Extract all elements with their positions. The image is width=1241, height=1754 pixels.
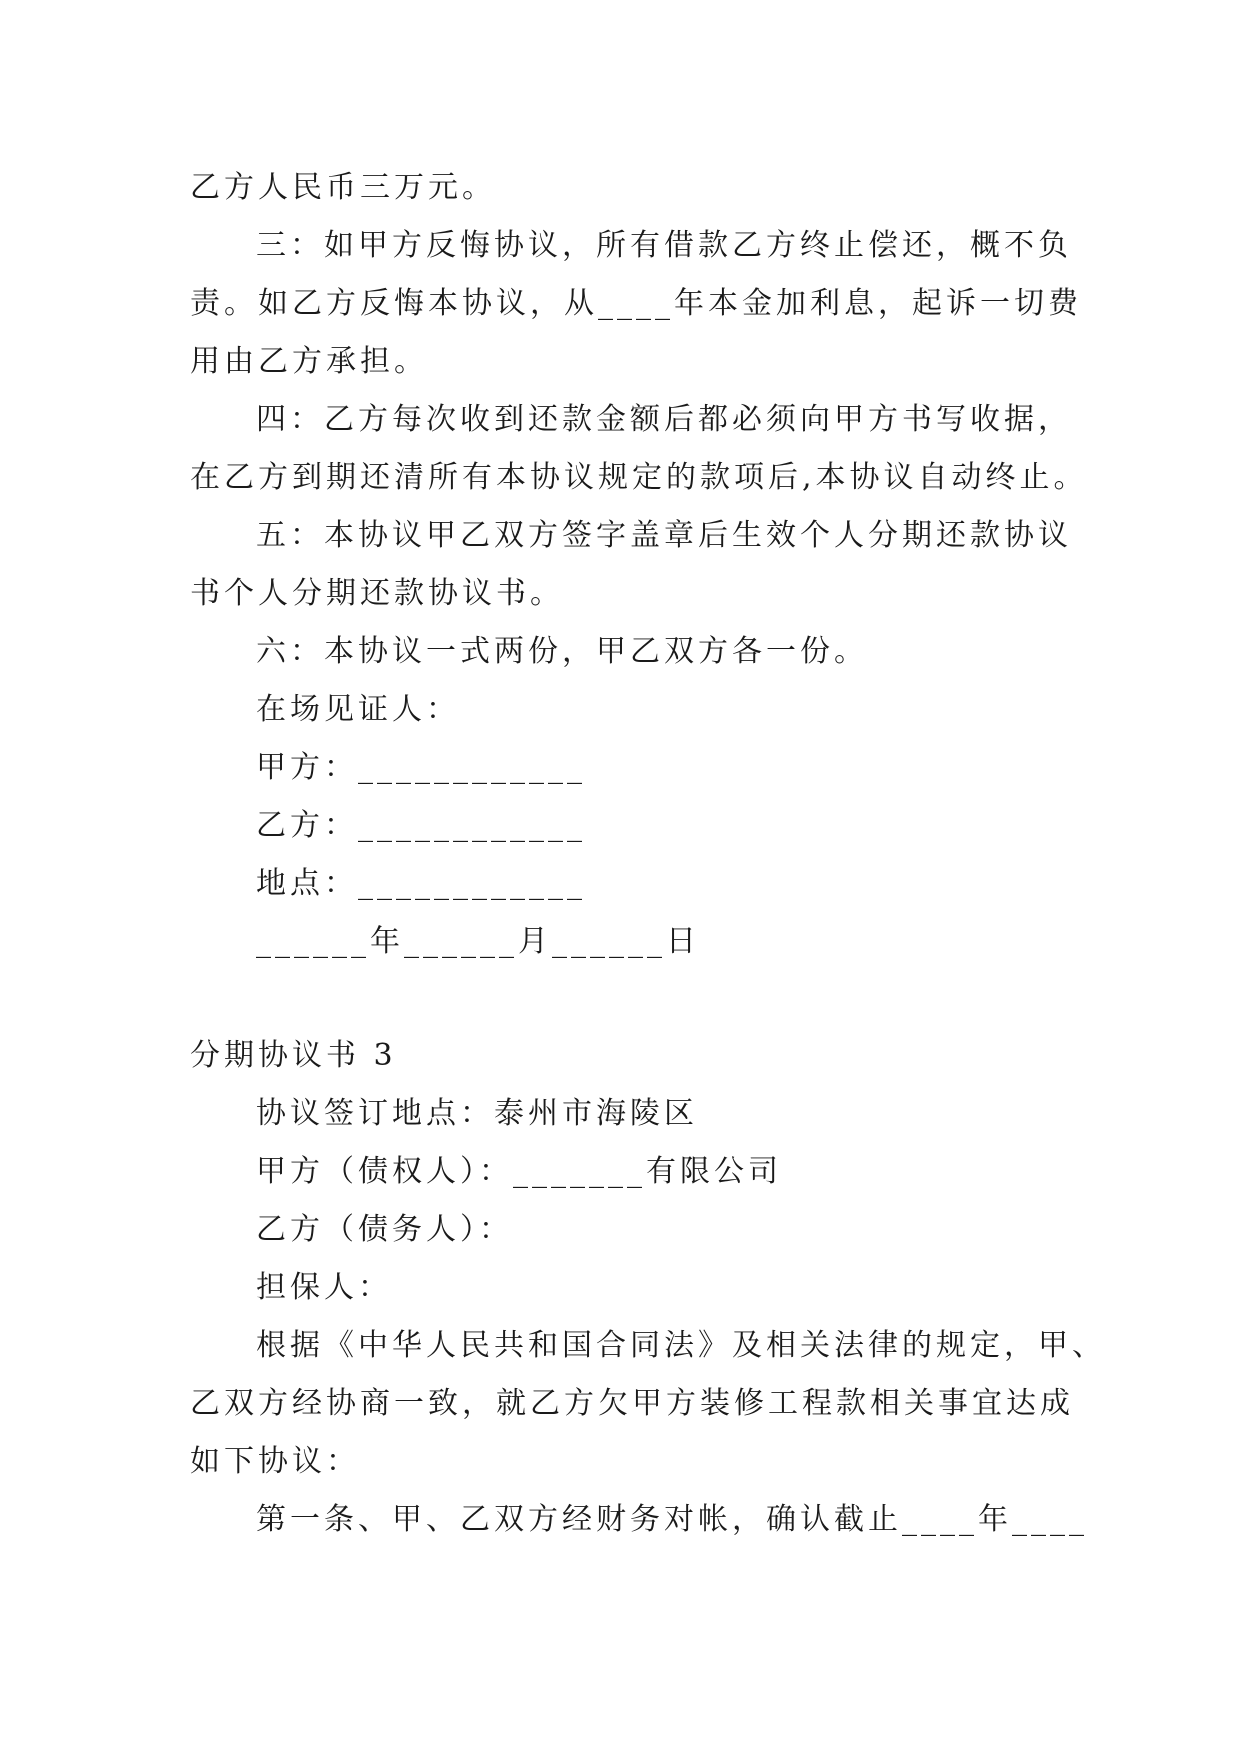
paragraph-line: 如下协议： bbox=[190, 1444, 360, 1479]
party-b-signature-line: 乙方：____________ bbox=[256, 808, 586, 843]
paragraph-line: 第一条、甲、乙双方经财务对帐，确认截止____年____ bbox=[256, 1502, 1088, 1537]
paragraph-line: 担保人： bbox=[256, 1270, 392, 1305]
paragraph-line: 协议签订地点：泰州市海陵区 bbox=[256, 1096, 698, 1131]
paragraph-line: 乙方（债务人）： bbox=[256, 1212, 513, 1247]
section-title: 分期协议书 3 bbox=[190, 1038, 397, 1073]
paragraph-line: 四：乙方每次收到还款金额后都必须向甲方书写收据， bbox=[256, 402, 1072, 437]
paragraph-line: 乙方人民币三万元。 bbox=[190, 170, 496, 205]
location-line: 地点：____________ bbox=[256, 866, 586, 901]
party-a-signature-line: 甲方：____________ bbox=[256, 750, 586, 785]
paragraph-line: 责。如乙方反悔本协议，从____年本金加利息，起诉一切费 bbox=[190, 286, 1082, 321]
paragraph-line: 五：本协议甲乙双方签字盖章后生效个人分期还款协议 bbox=[256, 518, 1072, 553]
paragraph-line: 甲方（债权人）：_______有限公司 bbox=[256, 1154, 782, 1189]
paragraph-line: 在乙方到期还清所有本协议规定的款项后,本协议自动终止。 bbox=[190, 460, 1088, 495]
paragraph-line: 三：如甲方反悔协议，所有借款乙方终止偿还，概不负 bbox=[256, 228, 1072, 263]
paragraph-line: 用由乙方承担。 bbox=[190, 344, 428, 379]
paragraph-line: 乙双方经协商一致，就乙方欠甲方装修工程款相关事宜达成 bbox=[190, 1386, 1074, 1421]
paragraph-line: 六：本协议一式两份，甲乙双方各一份。 bbox=[256, 634, 868, 669]
paragraph-line: 书个人分期还款协议书。 bbox=[190, 576, 564, 611]
paragraph-line: 根据《中华人民共和国合同法》及相关法律的规定，甲、 bbox=[256, 1328, 1106, 1363]
date-line: ______年______月______日 bbox=[256, 924, 700, 959]
witness-label: 在场见证人： bbox=[256, 692, 460, 727]
